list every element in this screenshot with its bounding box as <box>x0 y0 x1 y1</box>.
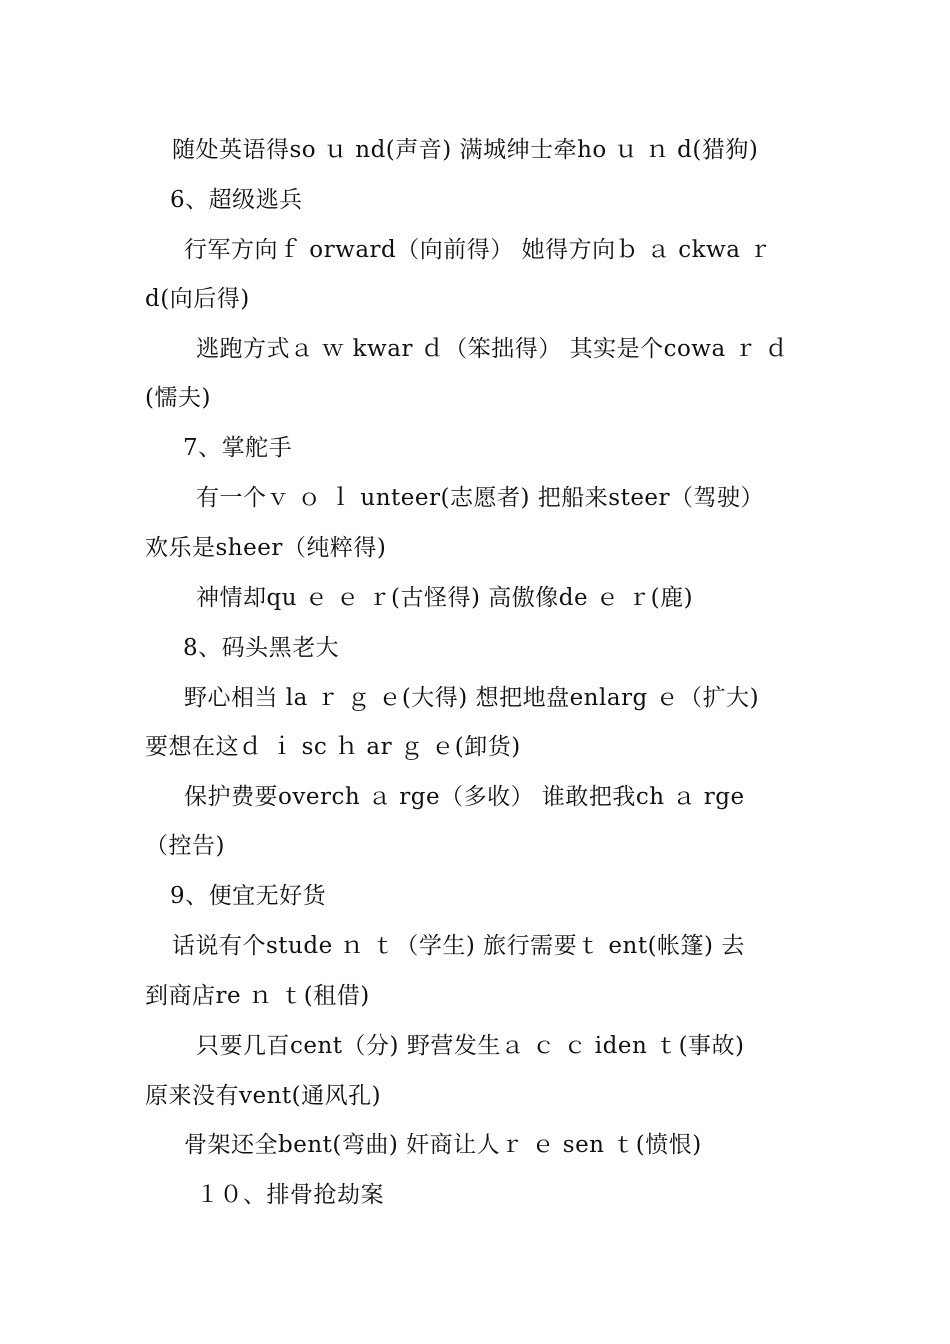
section-heading: 9、便宜无好货 <box>170 883 327 909</box>
text-line: 只要几百cent（分) 野营发生ａ ｃ ｃ iden ｔ(事故) <box>196 1033 745 1059</box>
text-line: 保护费要overch ａ rge（多收） 谁敢把我ch ａ rge <box>184 784 745 810</box>
text-line: 逃跑方式ａ ｗ kwar ｄ（笨拙得） 其实是个cowa ｒ ｄ <box>196 336 789 362</box>
section-heading: 6、超级逃兵 <box>170 187 303 213</box>
text-line: 随处英语得so ｕ nd(声音) 满城绅士牵ho ｕ ｎ d(猎狗) <box>172 137 759 163</box>
text-line: d(向后得) <box>145 286 250 312</box>
section-heading: １０、排骨抢劫案 <box>196 1182 384 1208</box>
text-line: 话说有个stude ｎ ｔ（学生) 旅行需要ｔ ent(帐篷) 去 <box>172 933 745 959</box>
section-heading: 8、码头黑老大 <box>183 635 340 661</box>
section-heading: 7、掌舵手 <box>183 435 293 461</box>
text-line: 欢乐是sheer（纯粹得) <box>145 535 387 561</box>
text-line: 原来没有vent(通风孔) <box>145 1083 382 1109</box>
text-line: 到商店re ｎ ｔ(租借) <box>145 983 370 1009</box>
text-line: 野心相当 la ｒ ｇ ｅ(大得) 想把地盘enlarg ｅ（扩大) <box>184 685 760 711</box>
text-line: 神情却qu ｅ ｅ ｒ(古怪得) 高傲像de ｅ ｒ(鹿) <box>196 585 694 611</box>
text-line: （控告) <box>145 833 225 859</box>
text-line: 骨架还全bent(弯曲) 奸商让人ｒ ｅ sen ｔ(愤恨) <box>184 1132 702 1158</box>
text-line: 要想在这ｄ ｉ sc ｈ ar ｇ ｅ(卸货) <box>145 734 521 760</box>
text-line: 有一个ｖ ｏ ｌ unteer(志愿者) 把船来steer（驾驶） <box>196 485 765 511</box>
text-line: 行军方向ｆ orward（向前得） 她得方向ｂ ａ ckwa ｒ <box>184 237 772 263</box>
text-line: (懦夫) <box>145 385 211 411</box>
